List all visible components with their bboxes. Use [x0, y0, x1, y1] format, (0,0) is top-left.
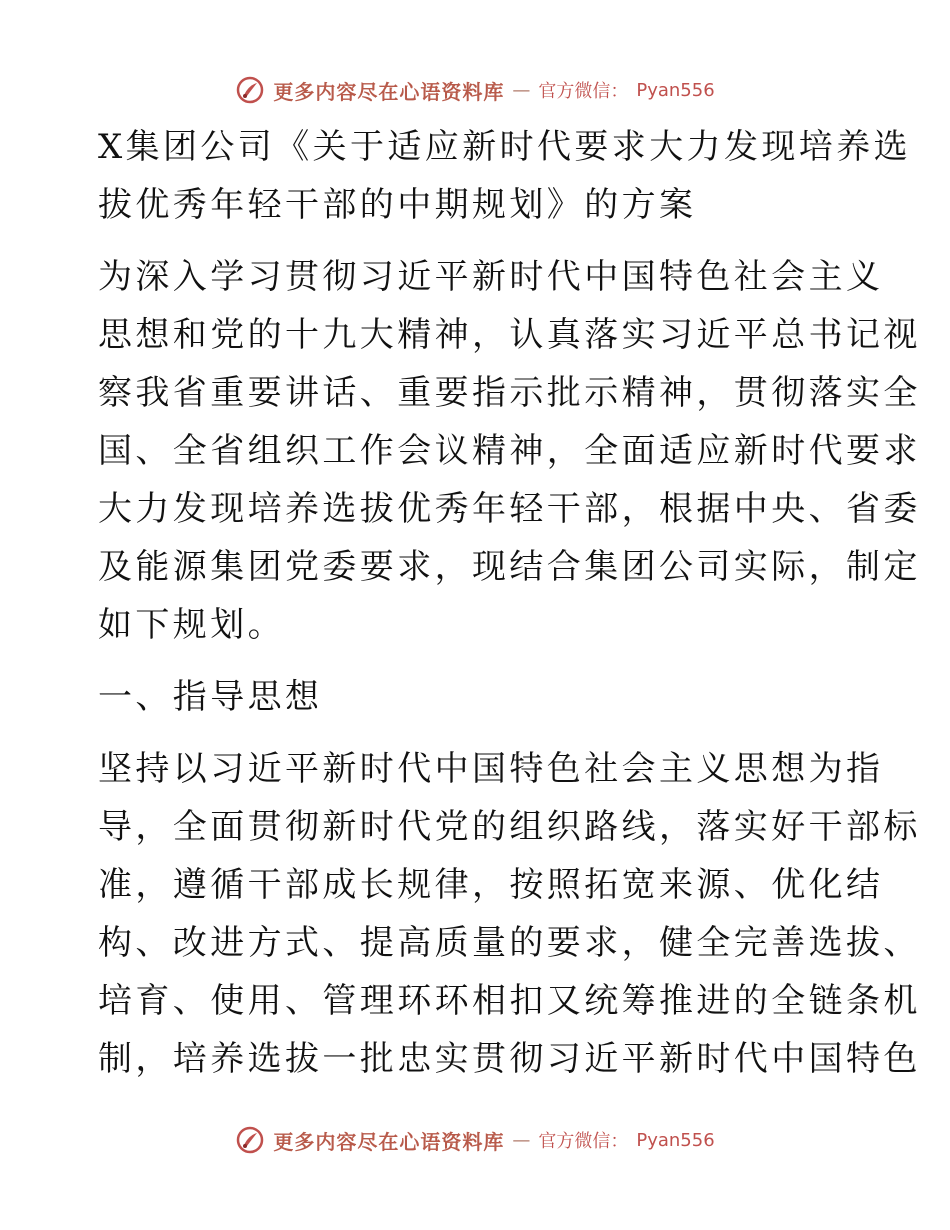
- watermark-dash: —: [512, 1129, 531, 1151]
- section1-line-5: 培育、使用、管理环环相扣又统筹推进的全链条机: [98, 981, 921, 1021]
- intro-line-1: 为深入学习贯彻习近平新时代中国特色社会主义: [98, 257, 884, 297]
- watermark-footer: [0, 1120, 950, 1160]
- document-body: [98, 118, 921, 1088]
- brush-logo-icon: [235, 1125, 265, 1155]
- watermark-main-text: 更多内容尽在心语资料库: [273, 1129, 505, 1154]
- watermark-wechat-id: Pyan556: [636, 79, 715, 101]
- intro-line-3: 察我省重要讲话、重要指示批示精神，贯彻落实全: [98, 373, 921, 413]
- watermark-wechat-label: 官方微信：: [538, 1131, 629, 1152]
- section-heading-guiding-thought: 一、指导思想: [98, 677, 323, 717]
- intro-line-6: 及能源集团党委要求，现结合集团公司实际，制定: [98, 547, 921, 587]
- section1-line-2: 导，全面贯彻新时代党的组织路线，落实好干部标: [98, 807, 921, 847]
- watermark-dash: —: [512, 79, 531, 101]
- document-title-line-1: X集团公司《关于适应新时代要求大力发现培养选: [98, 127, 912, 167]
- watermark-main-text: 更多内容尽在心语资料库: [273, 79, 505, 104]
- section1-line-6: 制，培养选拔一批忠实贯彻习近平新时代中国特色: [98, 1039, 921, 1079]
- section1-line-3: 准，遵循干部成长规律，按照拓宽来源、优化结: [98, 865, 884, 905]
- intro-line-5: 大力发现培养选拔优秀年轻干部，根据中央、省委: [98, 489, 921, 529]
- intro-line-7: 如下规划。: [98, 605, 285, 645]
- brush-logo-icon: [235, 75, 265, 105]
- section1-line-1: 坚持以习近平新时代中国特色社会主义思想为指: [98, 749, 884, 789]
- intro-line-4: 国、全省组织工作会议精神，全面适应新时代要求: [98, 431, 921, 471]
- watermark-wechat-label: 官方微信：: [538, 81, 629, 102]
- document-title-line-2: 拔优秀年轻干部的中期规划》的方案: [98, 185, 697, 225]
- watermark-wechat-id: Pyan556: [636, 1129, 715, 1151]
- intro-line-2: 思想和党的十九大精神，认真落实习近平总书记视: [98, 315, 921, 355]
- section1-line-4: 构、改进方式、提高质量的要求，健全完善选拔、: [98, 923, 921, 963]
- watermark-header: [0, 70, 950, 110]
